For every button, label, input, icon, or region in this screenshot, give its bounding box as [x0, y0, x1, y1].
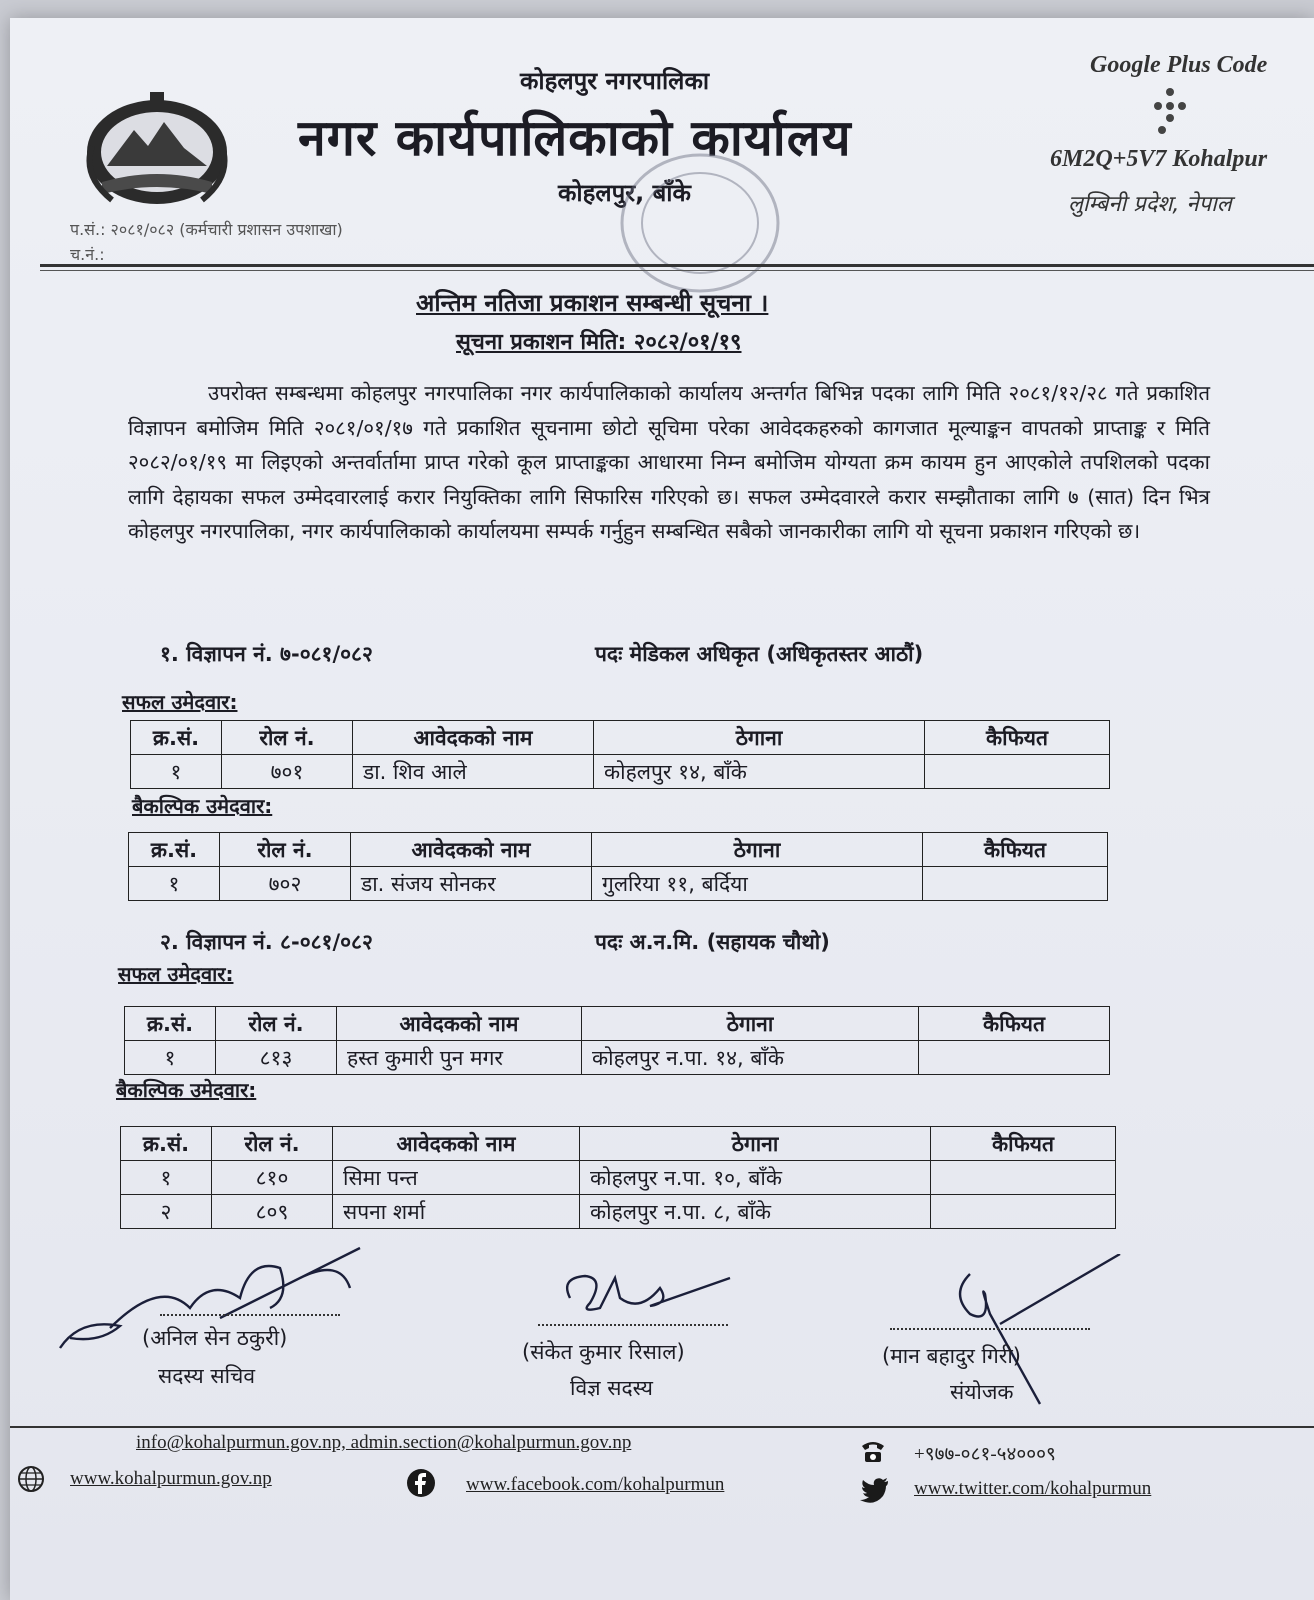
office-title: नगर कार्यपालिकाको कार्यालय — [298, 109, 852, 167]
col-roll: रोल नं. — [220, 833, 351, 867]
twitter-icon — [860, 1474, 890, 1504]
table-header — [121, 1127, 1116, 1161]
footer-emails[interactable]: info@kohalpurmun.gov.np, admin.section@kohalpurmun.gov.np — [136, 1432, 632, 1453]
signature-line — [160, 1314, 340, 1316]
col-address: ठेगाना — [582, 1007, 919, 1041]
col-name: आवेदकको नाम — [351, 833, 592, 867]
province: लुम्बिनी प्रदेश, नेपाल — [1068, 192, 1232, 217]
stamp-seal-icon — [590, 148, 790, 298]
cell-roll: ८१० — [212, 1161, 333, 1195]
footer-phone: +९७७-०८१-५४०००९ — [914, 1444, 1056, 1465]
municipality-name: कोहलपुर नगरपालिका — [520, 67, 710, 95]
signatory-role: विज्ञ सदस्य — [570, 1376, 653, 1400]
signatory-name: (मान बहादुर गिरी) — [882, 1344, 1021, 1368]
globe-icon — [16, 1464, 46, 1494]
footer-twitter[interactable]: www.twitter.com/kohalpurmun — [914, 1478, 1152, 1499]
table-row — [125, 1041, 1110, 1075]
col-remark: कैफियत — [925, 721, 1110, 755]
emblem-icon — [72, 86, 242, 214]
signatory-name: (संकेत कुमार रिसाल) — [522, 1340, 685, 1364]
header-divider-thin — [40, 270, 1314, 271]
successful-label: सफल उमेदवार: — [118, 962, 234, 986]
cell-sn: १ — [129, 867, 220, 901]
notice-title: अन्तिम नतिजा प्रकाशन सम्बन्धी सूचना । — [416, 289, 769, 317]
alternate-label: बैकल्पिक उमेदवार: — [116, 1078, 257, 1102]
cell-address: गुलरिया ११, बर्दिया — [592, 867, 923, 901]
col-sn: क्र.सं. — [131, 721, 222, 755]
col-remark: कैफियत — [923, 833, 1108, 867]
cell-address: कोहलपुर न.पा. ८, बाँके — [580, 1195, 931, 1229]
cell-remark — [931, 1161, 1116, 1195]
col-roll: रोल नं. — [216, 1007, 337, 1041]
cell-remark — [923, 867, 1108, 901]
cell-roll: ८०९ — [212, 1195, 333, 1229]
footer-facebook[interactable]: www.facebook.com/kohalpurmun — [466, 1474, 725, 1495]
table-row — [121, 1195, 1116, 1229]
table-row — [129, 867, 1108, 901]
phone-icon — [858, 1436, 888, 1466]
plus-code-icon — [1150, 86, 1190, 136]
dispatch-number: च.नं.: — [70, 245, 105, 264]
signatory-name: (अनिल सेन ठकुरी) — [142, 1326, 288, 1350]
alternate-label: बैकल्पिक उमेदवार: — [132, 794, 273, 818]
cell-name: सपना शर्मा — [333, 1195, 580, 1229]
table-header — [131, 721, 1110, 755]
post-title: पदः मेडिकल अधिकृत (अधिकृतस्तर आठौं) — [595, 642, 924, 666]
col-address: ठेगाना — [594, 721, 925, 755]
notice-page — [10, 18, 1314, 1600]
results-table — [120, 1126, 1116, 1229]
col-address: ठेगाना — [580, 1127, 931, 1161]
col-name: आवेदकको नाम — [337, 1007, 582, 1041]
col-remark: कैफियत — [931, 1127, 1116, 1161]
table-header — [125, 1007, 1110, 1041]
col-sn: क्र.सं. — [121, 1127, 212, 1161]
notice-date: सूचना प्रकाशन मिति: २०८२/०१/१९ — [456, 330, 742, 355]
cell-name: सिमा पन्त — [333, 1161, 580, 1195]
office-address: कोहलपुर, बाँके — [558, 179, 691, 207]
results-table — [130, 720, 1110, 789]
col-sn: क्र.सं. — [125, 1007, 216, 1041]
signature-line — [538, 1324, 728, 1326]
col-name: आवेदकको नाम — [333, 1127, 580, 1161]
cell-sn: १ — [131, 755, 222, 789]
col-sn: क्र.सं. — [129, 833, 220, 867]
signature-line — [890, 1328, 1090, 1330]
table-row — [121, 1161, 1116, 1195]
cell-address: कोहलपुर न.पा. १०, बाँके — [580, 1161, 931, 1195]
cell-remark — [925, 755, 1110, 789]
facebook-icon — [406, 1468, 436, 1498]
col-roll: रोल नं. — [212, 1127, 333, 1161]
results-table — [128, 832, 1108, 901]
post-title: पदः अ.न.मि. (सहायक चौथो) — [595, 930, 830, 954]
table-row — [131, 755, 1110, 789]
cell-remark — [919, 1041, 1110, 1075]
footer-divider — [10, 1426, 1314, 1428]
plus-code-title: Google Plus Code — [1090, 52, 1268, 78]
notice-body: उपरोक्त सम्बन्धमा कोहलपुर नगरपालिका नगर कार्यपालिकाको कार्यालय अन्तर्गत बिभिन्न पदका लागि मिति २०८१/१२/२८ गते प्रकाशित विज्ञापन बमोजिम मिति २०८१/०१/१७ गते प्रकाशित सूचनामा छोटो सूचिमा परेका आवेदकहरुको कागजात मूल्याङ्कन वापतको प्राप्ताङ्क र मिति २०८२/०१/१९ मा लिइएको अन्तर्वार्तामा प्राप्त गरेको कूल प्राप्ताङ्कका आधारमा निम्न बमोजिम योग्यता क्रम कायम हुन आएकोले तपशिलको पदका लागि देहायका सफल उम्मेदवारलाई करार नियुक्तिका लागि सिफारिस गरिएको छ। सफल उम्मेदवारले करार सम्झौताका लागि ७ (सात) दिन भित्र कोहलपुर नगरपालिका, नगर कार्यपालिकाको कार्यालयमा सम्पर्क गर्नुहुन सम्बन्धित सबैको जानकारीका लागि यो सूचना प्रकाशन गरिएको छ। — [128, 381, 1210, 543]
header-divider — [40, 264, 1314, 267]
cell-address: कोहलपुर न.पा. १४, बाँके — [582, 1041, 919, 1075]
plus-code: 6M2Q+5V7 Kohalpur — [1050, 146, 1268, 172]
cell-roll: ८१३ — [216, 1041, 337, 1075]
signature-expert-member — [550, 1258, 750, 1328]
signatory-role: सदस्य सचिव — [158, 1364, 256, 1388]
col-remark: कैफियत — [919, 1007, 1110, 1041]
ad-number: २. विज्ञापन नं. ८-०८१/०८२ — [160, 930, 373, 954]
cell-name: डा. संजय सोनकर — [351, 867, 592, 901]
cell-sn: २ — [121, 1195, 212, 1229]
reference-number: प.सं.: २०८१/०८२ (कर्मचारी प्रशासन उपशाखा) — [70, 220, 343, 239]
successful-label: सफल उमेदवार: — [122, 690, 238, 714]
ad-number: १. विज्ञापन नं. ७-०८१/०८२ — [160, 642, 373, 666]
cell-roll: ७०१ — [222, 755, 353, 789]
cell-roll: ७०२ — [220, 867, 351, 901]
col-roll: रोल नं. — [222, 721, 353, 755]
cell-sn: १ — [121, 1161, 212, 1195]
cell-remark — [931, 1195, 1116, 1229]
cell-address: कोहलपुर १४, बाँके — [594, 755, 925, 789]
col-address: ठेगाना — [592, 833, 923, 867]
cell-sn: १ — [125, 1041, 216, 1075]
cell-name: हस्त कुमारी पुन मगर — [337, 1041, 582, 1075]
table-header — [129, 833, 1108, 867]
signatory-role: संयोजक — [950, 1380, 1014, 1404]
results-table — [124, 1006, 1110, 1075]
col-name: आवेदकको नाम — [353, 721, 594, 755]
cell-name: डा. शिव आले — [353, 755, 594, 789]
footer-website[interactable]: www.kohalpurmun.gov.np — [70, 1468, 272, 1489]
